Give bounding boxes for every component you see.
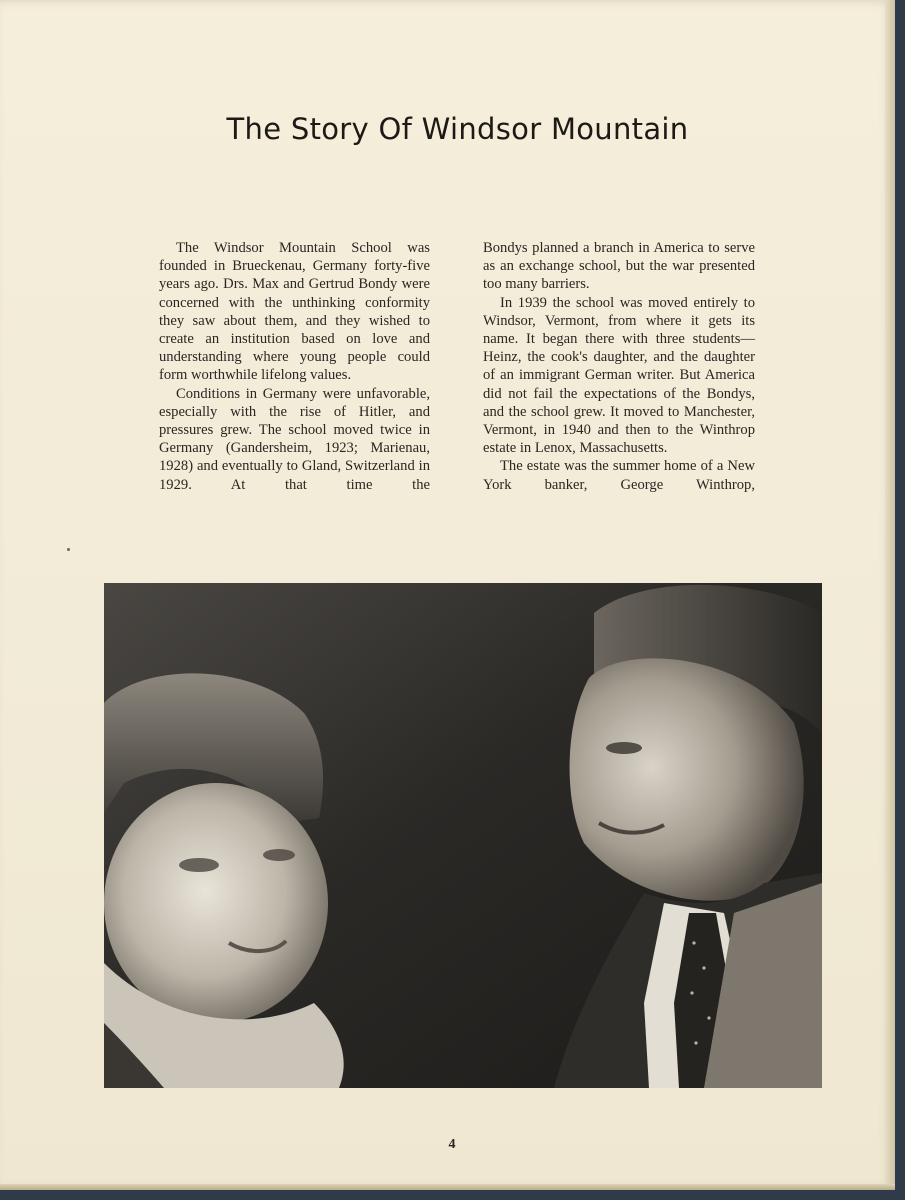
- paragraph: The estate was the summer home of a New York banker, George Winthrop,: [483, 458, 755, 493]
- print-speck: [67, 548, 70, 551]
- paragraph: The Windsor Mountain School was founded in Brueckenau, Germany forty-five years ago. Drs. Max and Gertrud Bondy were concerned with the unthinking conformity they saw about them, and they wished to create an institution based on love and understanding where young people could form worthwhile lifelong values.: [159, 240, 430, 384]
- photo-rendering: [104, 583, 822, 1088]
- paragraph: Conditions in Germany were unfavorable, especially with the rise of Hitler, and pressures grew. The school moved twice in Germany (Gandersheim, 1923; Marienau, 1928) and eventually to Gland, Switzerland in 1929. At that time the: [159, 385, 430, 493]
- page-edge-right: [885, 0, 895, 1190]
- text-column-right: [483, 239, 755, 493]
- page-title: The Story Of Windsor Mountain: [226, 112, 689, 146]
- portrait-photo: [104, 583, 822, 1088]
- paragraph: In 1939 the school was moved entirely to Windsor, Vermont, from where it gets its name. It began there with three students—Heinz, the cook's daughter, and the daughter of an immigrant German writer. But America did not fail the expectations of the Bondys, and the school grew. It moved to Manchester, Vermont, in 1940 and then to the Winthrop estate in Lenox, Massachusetts.: [483, 294, 755, 457]
- page-number: 4: [448, 1137, 456, 1152]
- page-edge-bottom: [0, 1184, 895, 1190]
- paragraph: Bondys planned a branch in America to serve as an exchange school, but the war presented too many barriers.: [483, 240, 755, 293]
- text-column-left: [159, 239, 430, 493]
